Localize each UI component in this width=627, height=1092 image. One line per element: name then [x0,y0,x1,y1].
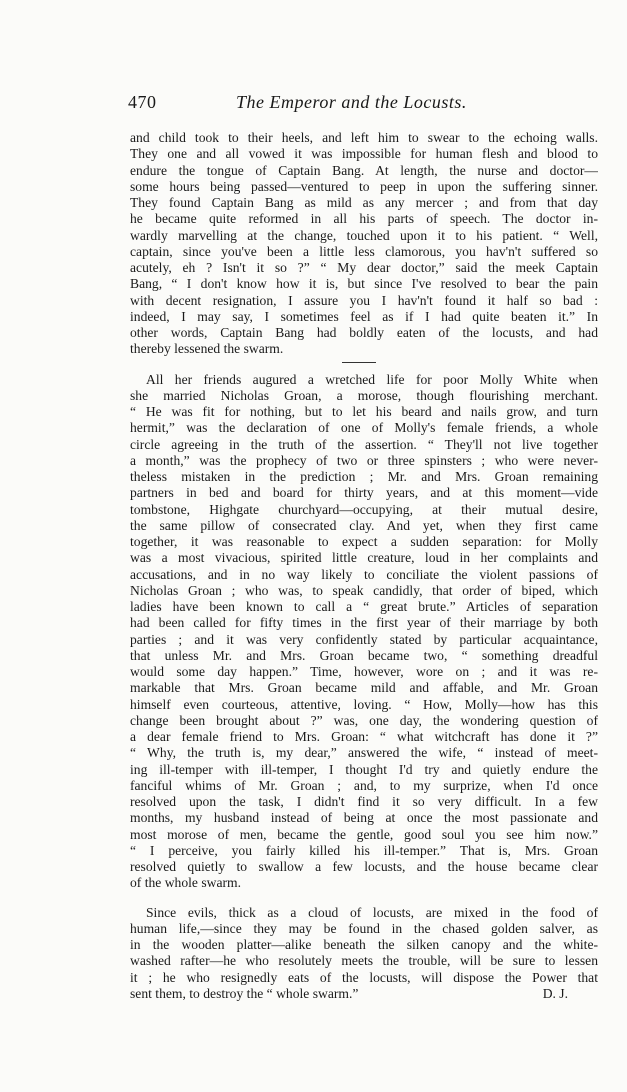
text-line: months, my husband instead of being at once the most passionate and [130,810,598,826]
text-line: fanciful whims of Mr. Groan ; and, to my surprize, when I'd once [130,777,598,793]
running-header [128,92,598,118]
text-line: “ Why, the truth is, my dear,” answered the wife, “ instead of meet- [130,745,598,761]
text-line: himself even courteous, attentive, loving. “ How, Molly—how has this [130,696,598,712]
text-line: thereby lessened the swarm. [130,341,284,357]
text-line: it ; he who resignedly eats of the locusts, will dispose the Power that [130,969,598,985]
text-line: tombstone, Highgate churchyard—occupying, at their mutual desire, [130,501,598,517]
text-line: markable that Mrs. Groan became mild and affable, and Mr. Groan [130,680,598,696]
text-line: theless mistaken in the prediction ; Mr. and Mrs. Groan remaining [130,469,598,484]
text-line: circle agreeing in the truth of the assertion. “ They'll not live together [130,436,598,452]
section-divider [130,358,598,372]
text-line: They one and all vowed it was impossible for human flesh and blood to [130,146,598,162]
text-line: together, it was reasonable to expect a sudden separation: for Molly [130,534,598,549]
page-number: 470 [128,92,157,112]
text-line: and child took to their heels, and left him to swear to the echoing walls. [130,130,598,145]
final-line [130,986,598,1002]
text-line: of the whole swarm. [130,875,241,891]
text-line: captain, since you've been a little less clamorous, you hav'n't suffered so [130,243,598,259]
author-signature: D. J. [542,985,568,1001]
text-line: Nicholas Groan ; who was, to speak candidly, that order of biped, which [130,582,598,598]
text-line: “ He was fit for nothing, but to let his beard and nails grow, and turn [130,404,598,419]
text-line: Since evils, thick as a cloud of locusts, are mixed in the food of [146,904,598,920]
text-line: that unless Mr. and Mrs. Groan became two, “ something dreadful [130,647,598,663]
text-line: a month,” was the prophecy of two or three spinsters ; who were never- [130,452,598,468]
text-line: resolved upon the task, I didn't find it so very difficult. In a few [130,794,598,809]
text-line: a dear female friend to Mrs. Groan: “ what witchcraft has done it ?” [130,729,598,744]
text-line: ladies have been known to call a “ great brute.” Articles of separation [130,599,598,614]
page-body [130,130,598,1002]
text-line: some hours being passed—ventured to peep in upon the suffering sinner. [130,178,598,194]
text-line: in the wooden platter—alike beneath the silken canopy and the white- [130,937,598,952]
text-line: All her friends augured a wretched life for poor Molly White when [146,371,598,387]
text-line: sent them, to destroy the “ whole swarm.” [130,985,359,1001]
text-line: he became quite reformed in all his parts of speech. The doctor in- [130,211,598,227]
paragraph-gap [130,892,598,905]
text-line: had been called for fifty times in the first year of their marriage by both [130,615,598,631]
text-line: with decent resignation, I assure you I hav'n't found it half so bad : [130,292,598,308]
text-line: washed rafter—he who resolutely meets the trouble, will be sure to lessen [130,953,598,969]
text-line: the same pillow of consecrated clay. And yet, when they first came [130,517,598,533]
running-title: The Emperor and the Locusts. [236,92,467,112]
text-line: acutely, eh ? Isn't it so ?” “ My dear doctor,” said the meek Captain [130,260,598,275]
text-line: change been brought about ?” was, one day, the wondering question of [130,712,598,728]
text-line: human life,—since they may be found in the chased golden salver, as [130,920,598,936]
text-line: accusations, and in no way likely to conciliate the violent passions of [130,566,598,582]
text-line: other words, Captain Bang had boldly eaten of the locusts, and had [130,325,598,340]
text-line: “ I perceive, you fairly killed his ill-temper.” That is, Mrs. Groan [130,842,598,858]
text-line: wardly marvelling at the change, touched upon it to his patient. “ Well, [130,227,598,243]
paragraph-molly-white [130,372,598,892]
paragraph-captain-bang [130,130,598,358]
paragraph-closing [130,905,598,1003]
text-line: parties ; and it was very confidently stated by particular acquaintance, [130,631,598,647]
text-line: ing ill-temper with ill-temper, I thought I'd try and quietly endure the [130,761,598,777]
text-line: endure the tongue of Captain Bang. At length, the nurse and doctor— [130,162,598,178]
text-line: would some day happen.” Time, however, wore on ; and it was re- [130,664,598,679]
text-line: Bang, “ I don't know how it is, but since I've resolved to bear the pain [130,276,598,292]
text-line: most morose of men, became the gentle, good soul you see him now.” [130,826,598,842]
divider-rule [342,362,376,363]
text-line: was a most vivacious, spirited little creature, loud in her complaints and [130,550,598,566]
text-line: she married Nicholas Groan, a morose, though flourishing merchant. [130,387,598,403]
text-line: hermit,” was the declaration of one of Molly's female friends, a whole [130,420,598,436]
text-line: partners in bed and board for thirty years, and at this moment—vide [130,485,598,501]
text-line: They found Captain Bang as mild as any mercer ; and from that day [130,195,598,210]
text-line: resolved quietly to swallow a few locusts, and the house became clear [130,859,598,874]
text-line: indeed, I may say, I sometimes feel as if I had quite beaten it.” In [130,308,598,324]
